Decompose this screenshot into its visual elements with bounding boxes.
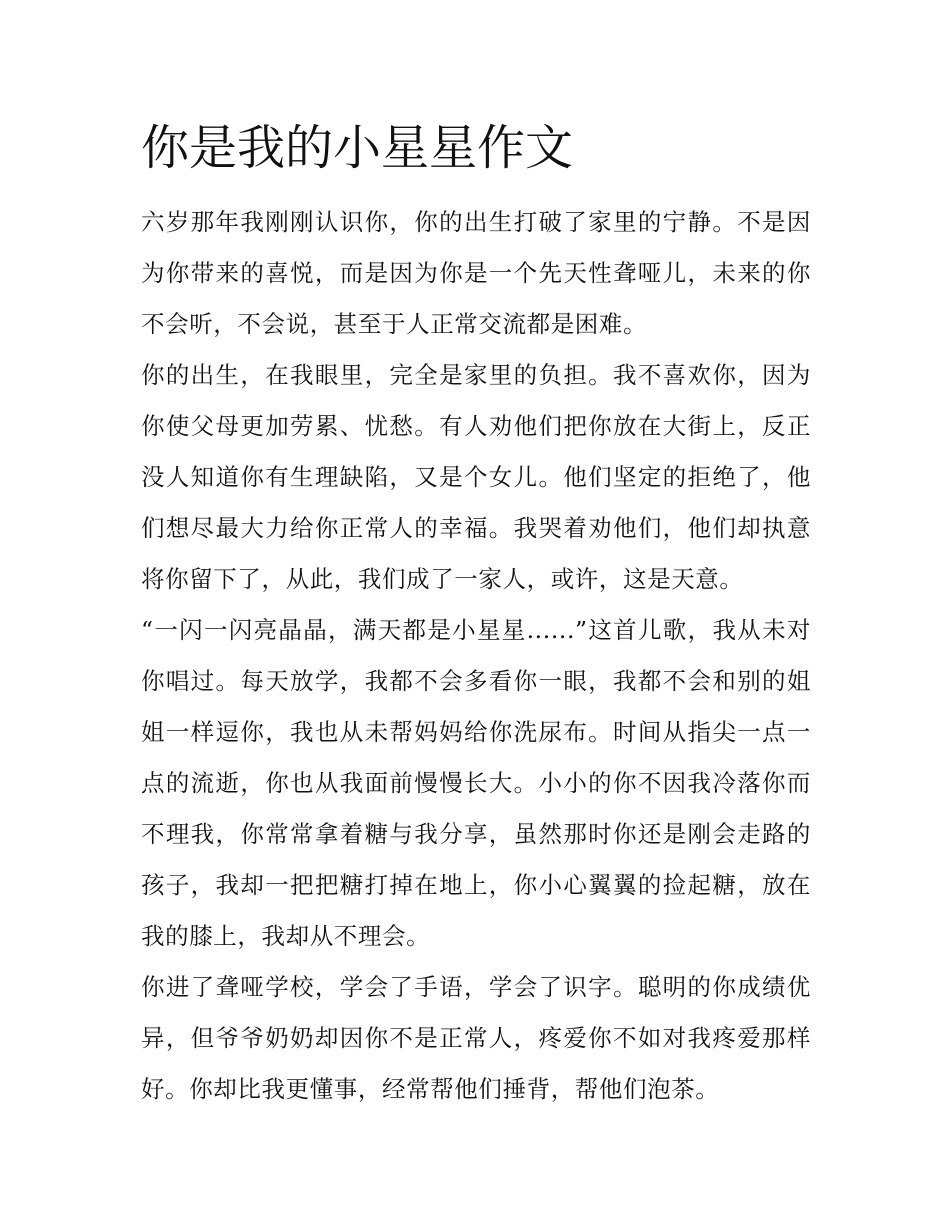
document-title: 你是我的小星星作文 — [141, 120, 574, 176]
paragraph-2: 你的出生，在我眼里，完全是家里的负担。我不喜欢你，因为你使父母更加劳累、忧愁。有人劝他们把你放在大街上，反正没人知道你有生理缺陷，又是个女儿。他们坚定的拒绝了，他们想尽最大力给你正常人的幸福。我哭着劝他们，他们却执意将你留下了，从此，我们成了一家人，或许，这是天意。 — [141, 361, 811, 593]
paragraph-3: “一闪一闪亮晶晶，满天都是小星星......”这首儿歌，我从未对你唱过。每天放学，我都不会多看你一眼，我都不会和别的姐姐一样逗你，我也从未帮妈妈给你洗尿布。时间从指尖一点一点的流逝，你也从我面前慢慢长大。小小的你不因我冷落你而不理我，你常常拿着糖与我分享，虽然那时你还是刚会走路的孩子，我却一把把糖打掉在地上，你小心翼翼的捡起糖，放在我的膝上，我却从不理会。 — [141, 616, 811, 950]
document-body — [141, 197, 811, 1115]
paragraph-4: 你进了聋哑学校，学会了手语，学会了识字。聪明的你成绩优异，但爷爷奶奶却因你不是正常人，疼爱你不如对我疼爱那样好。你却比我更懂事，经常帮他们捶背，帮他们泡茶。 — [141, 973, 811, 1103]
paragraph-1: 六岁那年我刚刚认识你，你的出生打破了家里的宁静。不是因为你带来的喜悦，而是因为你是一个先天性聋哑儿，未来的你不会听，不会说，甚至于人正常交流都是困难。 — [141, 208, 811, 338]
